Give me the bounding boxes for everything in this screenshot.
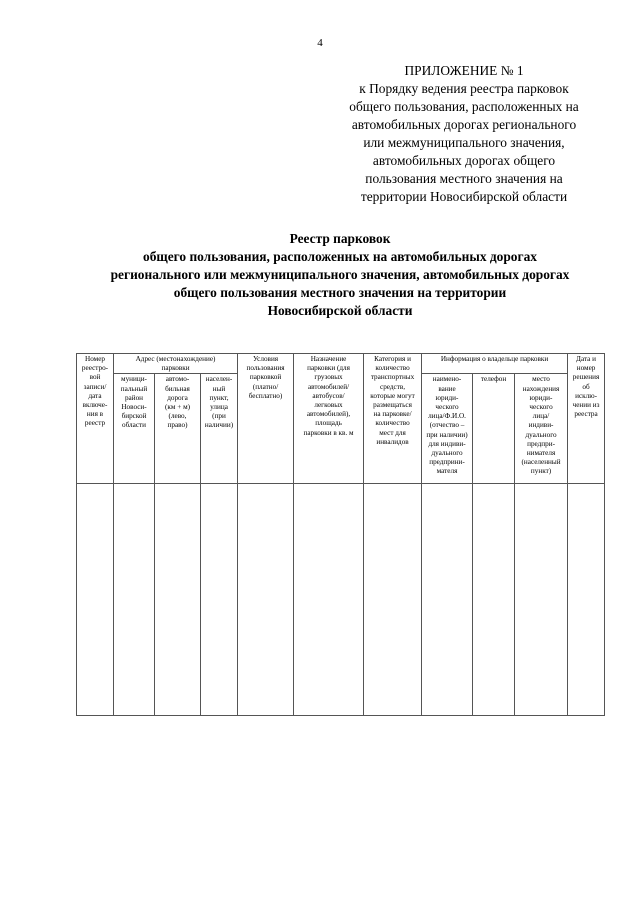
registry-title-line: общего пользования местного значения на территории (173, 285, 507, 300)
header-owner-group: Информация о владельце парковки (422, 354, 568, 374)
registry-title-line: Новосибирской области (267, 303, 413, 318)
appendix-line: общего пользования, расположенных на (349, 99, 579, 114)
appendix-line: автомобильных дорогах общего (372, 153, 556, 168)
header-usage-terms: Условия пользования парковкой (платно/ бесплатно) (238, 354, 294, 484)
registry-title-line: общего пользования, расположенных на автомобильных дорогах (143, 249, 537, 264)
table-cell[interactable] (294, 484, 364, 716)
table-cell[interactable] (364, 484, 422, 716)
page-number: 4 (317, 37, 323, 49)
registry-title-line: Реестр парковок (289, 231, 391, 246)
header-record-number: Номер реестро- вой записи/ дата включе- ния в реестр (77, 354, 114, 484)
header-settlement: населен- ный пункт, улица (при наличии) (201, 374, 238, 484)
appendix-line: пользования местного значения на (365, 171, 563, 186)
header-address-group: Адрес (местонахождение) парковки (114, 354, 238, 374)
table-cell[interactable] (155, 484, 201, 716)
table-cell[interactable] (515, 484, 568, 716)
registry-title-line: регионального или межмуниципального значения, автомобильных дорогах (110, 267, 570, 282)
appendix-line: автомобильных дорогах регионального (351, 117, 577, 132)
header-owner-location: место нахождения юриди- ческого лица/ индиви- дуального предпри- нимателя (населенный пункт) (515, 374, 568, 484)
appendix-line: или межмуниципального значения, (363, 135, 565, 150)
registry-title (40, 230, 640, 320)
table-cell[interactable] (201, 484, 238, 716)
appendix-line: территории Новосибирской области (360, 189, 568, 204)
table-cell[interactable] (114, 484, 155, 716)
table-row (77, 484, 605, 716)
header-purpose: Назначение парковки (для грузовых автомобилей/ автобусов/ легковых автомобилей), площадь парковки в кв. м (294, 354, 364, 484)
header-vehicle-category: Категория и количество транспортных средств, которые могут размещаться на парковке/ количество мест для инвалидов (364, 354, 422, 484)
registry-table (76, 353, 605, 716)
header-municipal-district: муници- пальный район Новоси- бирской области (114, 374, 155, 484)
appendix-line: к Порядку ведения реестра парковок (359, 81, 569, 96)
appendix-heading (330, 62, 598, 206)
header-phone: телефон (473, 374, 515, 484)
table-cell[interactable] (238, 484, 294, 716)
table-cell[interactable] (473, 484, 515, 716)
table-cell[interactable] (422, 484, 473, 716)
header-owner-name: наимено- вание юриди- ческого лица/Ф.И.О. (отчество – при наличии) для индиви- дуального предприни- мателя (422, 374, 473, 484)
header-road: автомо- бильная дорога (км + м) (лево, право) (155, 374, 201, 484)
table-cell[interactable] (77, 484, 114, 716)
table-cell[interactable] (568, 484, 605, 716)
appendix-line: ПРИЛОЖЕНИЕ № 1 (404, 63, 524, 78)
header-exclusion-decision: Дата и номер решения об исклю- чении из реестра (568, 354, 605, 484)
table-header-row (77, 354, 605, 374)
